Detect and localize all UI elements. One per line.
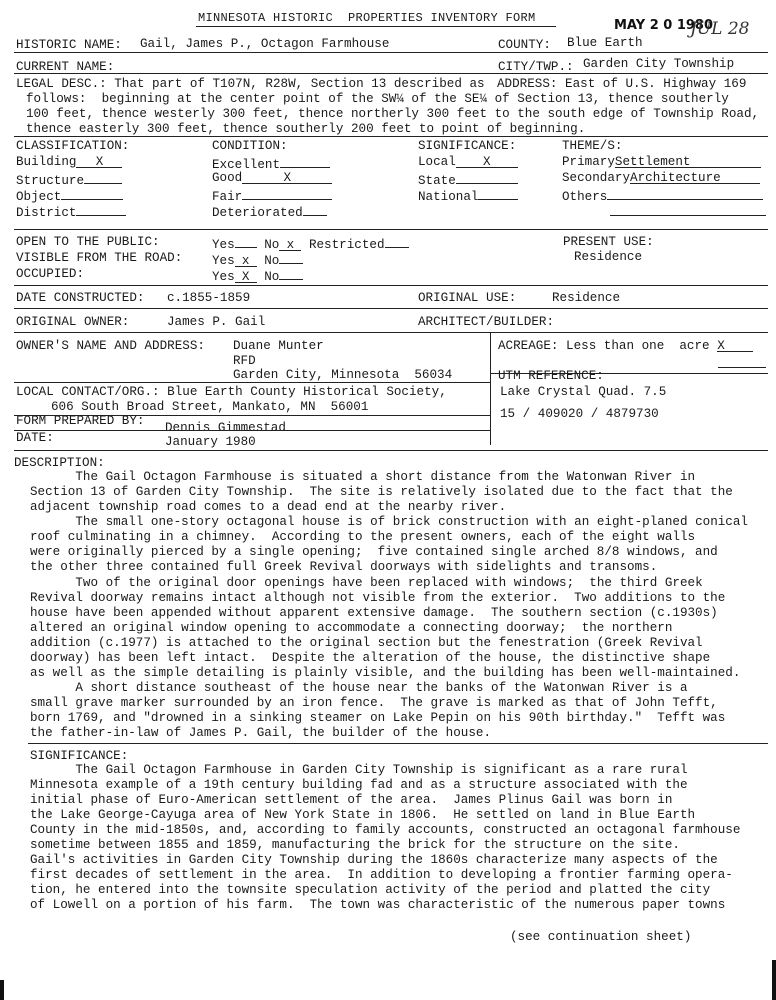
address-line: ADDRESS: East of U.S. Highway 169 bbox=[497, 77, 747, 91]
open-to-public-options: Yes No x Restricted bbox=[212, 235, 409, 253]
owner-line-1: Duane Munter bbox=[233, 339, 324, 353]
present-use-value: Residence bbox=[574, 250, 643, 264]
condition-excellent: Excellent bbox=[212, 155, 330, 173]
occupied-options: Yes X No bbox=[212, 267, 303, 285]
local-contact-line-2: 606 South Broad Street, Mankato, MN 56001 bbox=[51, 400, 369, 414]
scan-edge-left bbox=[0, 980, 4, 1000]
significance-label: SIGNIFICANCE: bbox=[30, 749, 129, 763]
classification-building: Building X bbox=[16, 155, 122, 170]
date-constructed-label: DATE CONSTRUCTED: bbox=[16, 291, 145, 305]
significance-box-label: SIGNIFICANCE: bbox=[418, 139, 517, 153]
rule-owner bbox=[14, 382, 490, 383]
date-constructed-value: c.1855-1859 bbox=[167, 291, 251, 305]
condition-label: CONDITION: bbox=[212, 139, 288, 153]
historic-name-value: Gail, James P., Octagon Farmhouse bbox=[140, 37, 390, 51]
rule-legal bbox=[14, 136, 768, 137]
theme-secondary: SecondaryArchitecture bbox=[562, 171, 760, 186]
significance-local: Local X bbox=[418, 155, 518, 170]
form-prepared-label: FORM PREPARED BY: bbox=[16, 414, 145, 428]
continuation-note: (see continuation sheet) bbox=[510, 930, 692, 944]
legal-desc-line-2: follows: beginning at the center point of the SW¼ of the SE¼ of Section 13, thence southerly bbox=[26, 92, 729, 106]
present-use-label: PRESENT USE: bbox=[563, 235, 654, 249]
rule-vertical-owner bbox=[490, 332, 491, 445]
utm-coordinates: 15 / 409020 / 4879730 bbox=[500, 407, 659, 421]
original-owner-value: James P. Gail bbox=[167, 315, 266, 329]
acreage: ACREAGE: Less than one acre X bbox=[498, 339, 753, 354]
rule-current-name bbox=[14, 73, 768, 74]
legal-desc-line-1: LEGAL DESC.: That part of T107N, R28W, Section 13 described as bbox=[16, 77, 485, 91]
description-paragraph-1: The Gail Octagon Farmhouse is situated a short distance from the Watonwan River in Section 13 of Garden City Township. The site is relatively isolated due to the fact that the adjacent township road comes to a dead end at the nearby river. bbox=[30, 470, 733, 514]
utm-quad: Lake Crystal Quad. 7.5 bbox=[500, 385, 667, 399]
visible-from-road-options: Yes x No bbox=[212, 251, 303, 269]
theme-label: THEME/S: bbox=[562, 139, 623, 153]
significance-national: National bbox=[418, 187, 518, 205]
city-twp-value: Garden City Township bbox=[583, 57, 735, 71]
condition-deteriorated: Deteriorated bbox=[212, 203, 327, 221]
original-use-label: ORIGINAL USE: bbox=[418, 291, 517, 305]
form-title-underline bbox=[196, 26, 556, 27]
owner-line-2: RFD bbox=[233, 354, 256, 368]
owner-line-3: Garden City, Minnesota 56034 bbox=[233, 368, 453, 382]
architect-builder-label: ARCHITECT/BUILDER: bbox=[418, 315, 555, 329]
legal-desc-line-4: thence easterly 300 feet, thence southerly 200 feet to point of beginning. bbox=[26, 122, 586, 136]
form-title: MINNESOTA HISTORIC PROPERTIES INVENTORY FORM bbox=[198, 11, 536, 25]
county-label: COUNTY: bbox=[498, 38, 551, 52]
rule-dates bbox=[14, 308, 768, 309]
condition-fair: Fair bbox=[212, 187, 332, 205]
description-paragraph-4: A short distance southeast of the house near the banks of the Watonwan River is a small grave marker surrounded by an iron fence. The grave is marked as that of John Tefft, born 1769, and "drowned in a sinking steamer on Lake Pepin on his 90th birthday." Tefft was the father-in-law of James P. Gail, the builder of the house. bbox=[30, 681, 726, 740]
visible-from-road-label: VISIBLE FROM THE ROAD: bbox=[16, 251, 183, 265]
condition-good: Good X bbox=[212, 171, 332, 186]
description-label: DESCRIPTION: bbox=[14, 456, 105, 470]
significance-state: State bbox=[418, 171, 518, 189]
significance-paragraph: The Gail Octagon Farmhouse in Garden City Township is significant as a rare rural Minnesota example of a 19th century building fad and as a structure associated with the initial phase of Euro-American settlement of the area. James Plinus Gail was born in the Lake George-Cayuga area of New York State in 1806. He settled on land in Blue Earth County in the mid-1850s, and, according to family accounts, constructed an octagonal farmhouse sometime between 1855 and 1859, manufacturing the brick for the structure on the site. Gail's activities in Garden City Township during the 1860s characterize many aspects of the first decades of settlement in the area. In addition to developing a frontier farming opera- tion, he entered into the townsite speculation activity of the period and platted the city of Lowell on a portion of his farm. The town was characteristic of the numerous paper towns bbox=[30, 763, 741, 912]
rule-original-owner bbox=[14, 332, 768, 333]
classification-object: Object bbox=[16, 187, 123, 205]
description-paragraph-2: The small one-story octagonal house is of brick construction with an eight-planed conical roof culminating in a chimney. According to the present owners, each of the eight walls were originally pierced by a single opening; five contained single arched 8/8 windows, and the other three contained full Greek Revival doorways with sidelights and transoms. bbox=[30, 515, 748, 574]
open-to-public-label: OPEN TO THE PUBLIC: bbox=[16, 235, 160, 249]
rule-description bbox=[28, 743, 768, 744]
theme-primary: PrimarySettlement bbox=[562, 155, 761, 170]
city-twp-label: CITY/TWP.: bbox=[498, 60, 574, 74]
legal-desc-line-3: 100 feet, thence westerly 300 feet, thence northerly 300 feet to the south edge of Township Road, bbox=[26, 107, 760, 121]
occupied-label: OCCUPIED: bbox=[16, 267, 85, 281]
rule-access bbox=[14, 285, 768, 286]
original-use-value: Residence bbox=[552, 291, 621, 305]
theme-blank-line bbox=[610, 215, 766, 216]
county-value: Blue Earth bbox=[567, 36, 643, 50]
owner-address-label: OWNER'S NAME AND ADDRESS: bbox=[16, 339, 205, 353]
rule-prepared bbox=[14, 430, 490, 431]
theme-others: Others bbox=[562, 187, 763, 205]
current-name-label: CURRENT NAME: bbox=[16, 60, 115, 74]
handwritten-date: JUL 28 bbox=[690, 19, 750, 39]
description-paragraph-3: Two of the original door openings have been replaced with windows; the third Greek Revival doorway remains intact although not visible from the exterior. Two additions to the house have been appended without apparent extensive damage. The southern section (c.1930s) altered an original window opening to accommodate a connecting doorway; the northern addition (c.1977) is attached to the original section but the fenestration (Greek Revival doorway) has been left intact. Despite the alteration of the house, the distinctive shape as well as the simple detailing is plainly visible, and the building has been well-maintained. bbox=[30, 576, 741, 680]
date-label: DATE: bbox=[16, 431, 54, 445]
received-date-stamp: MAY 2 0 1980 bbox=[614, 18, 714, 33]
rule-prepared-date bbox=[14, 450, 768, 451]
historic-name-label: HISTORIC NAME: bbox=[16, 38, 122, 52]
form-prepared-value: Dennis Gimmestad bbox=[165, 421, 286, 435]
rule-names bbox=[14, 52, 768, 53]
classification-district: District bbox=[16, 203, 126, 221]
rule-classification bbox=[14, 229, 768, 230]
utm-label: UTM REFERENCE: bbox=[498, 369, 604, 383]
date-value: January 1980 bbox=[165, 435, 256, 449]
classification-label: CLASSIFICATION: bbox=[16, 139, 130, 153]
classification-structure: Structure bbox=[16, 171, 122, 189]
original-owner-label: ORIGINAL OWNER: bbox=[16, 315, 130, 329]
scan-edge-right bbox=[772, 960, 776, 1000]
acreage-blank-line bbox=[718, 367, 766, 368]
local-contact-line-1: LOCAL CONTACT/ORG.: Blue Earth County Historical Society, bbox=[16, 385, 447, 399]
